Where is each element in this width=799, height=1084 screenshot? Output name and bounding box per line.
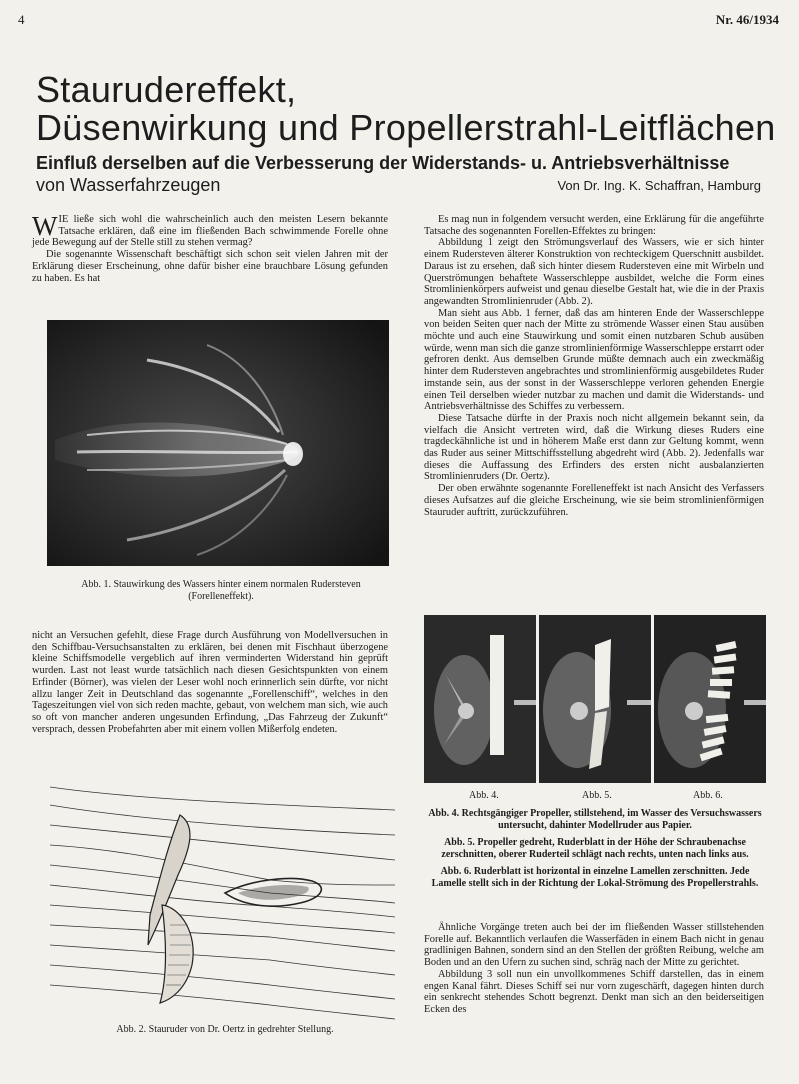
intro-paragraph-1: IE ließe sich wohl die wahrscheinlich auch den meisten Lesern bekannte Tatsache erklären, daß eine im fließenden Bach schwimmende Forelle ohne jede Bewegung auf der Stelle still zu stehen vermag?: [32, 214, 388, 249]
right-paragraph-3: Man sieht aus Abb. 1 ferner, daß das am hinteren Ende der Wasserschleppe von beiden Seiten quer nach der Mitte zu strömende Wasser einen Stau ausüben möchte und auch eine Stauwirkung und somit einen nutzbaren Schub ausüben würde, wenn man sich die ganze stromlinienförmige Wasserschleppe erstarrt oder gefroren denkt. Aus demselben Grunde müßte demnach auch ein zweckmäßig hinter dem Rudersteven angebrachtes und stromlinienförmig ausgebildetes Ruder imstande sein, aus der sonst in der Wasserschleppe verloren gehenden Energie einen Teil derselben wieder nutzbar zu machen und damit die Widerstands- und Antriebsverhältnisse des Schiffes zu verbessern.: [424, 307, 765, 413]
figure-4-photo: [424, 615, 536, 783]
article-title-line-2: Düsenwirkung und Propellerstrahl-Leitflächen: [36, 107, 776, 148]
drop-cap: W: [32, 211, 58, 241]
figure-captions-4-6: [424, 808, 766, 895]
intro-text: [32, 211, 388, 284]
propeller-rotating-image: [539, 615, 651, 783]
right-paragraph-5: Der oben erwähnte sogenannte Forelleneffekt ist nach Ansicht des Verfassers dieses Aufsatzes auf die gleiche Erscheinung, wie sie beim stromlinienförmigen Stauruder auftritt, zurückzuführen.: [424, 483, 764, 518]
right-paragraph-7: Abbildung 3 soll nun ein unvollkommenes Schiff darstellen, das in einem engen Kanal fährt. Dieses Schiff sei nur vorn zugeschärft, dagegen hinten durch ein senkrecht stehendes Schott begrenzt. Denkt man sich an den beiderseitigen Ecken des: [424, 968, 764, 1015]
article-title-line-1: Staurudereffekt,: [36, 69, 297, 110]
figure-5-caption: Abb. 5. Propeller gedreht, Ruderblatt in der Höhe der Schraubenachse zerschnitten, oberer Ruderteil schlägt nach rechts, unten nach links aus.: [441, 837, 749, 860]
author-byline: Von Dr. Ing. K. Schaffran, Hamburg: [557, 178, 761, 193]
intro-paragraph-2: Die sogenannte Wissenschaft beschäftigt sich schon seit vielen Jahren mit der Erklärung dieser Erscheinung, ohne dafür bisher eine brauchbare Lösung gefunden zu haben. Es hat: [32, 249, 388, 284]
page-number: 4: [18, 12, 25, 27]
issue-number: Nr. 46/1934: [715, 12, 779, 27]
body-text-right-bottom: [424, 922, 764, 1016]
body-paragraph-left: nicht an Versuchen gefehlt, diese Frage durch Ausführung von Modellversuchen in den Schiffbau-Versuchsanstalten zu erklären, bei denen mit Fischhaut überzogene kleine Schiffsmodelle vergeblich auf ihren verminderten Widerstand hin geprüft wurden. Last not least wurde tatsächlich nach diesen Gesichtspunkten von einem Erfinder (Börner), was vielen der Leser wohl noch erinnerlich sein dürfte, vor nicht allzu langer Zeit in Deutschland das sogenannte „Forellenschiff“, welches in den Tageszeitungen viel von sich reden machte, gebaut, von welchem man sich, wie auch so oft von mancher anderen ungesunden Erfindung, „Das Fahrzeug der Zukunft“ versprach, dessen Probefahrten aber mit einem vollen Mißerfolg endeten.: [32, 630, 388, 735]
figure-1-caption: Abb. 1. Stauwirkung des Wassers hinter einem normalen Rudersteven (Forelleneffekt).: [81, 579, 361, 602]
figure-2-caption: Abb. 2. Stauruder von Dr. Oertz in gedrehter Stellung.: [116, 1024, 334, 1035]
right-paragraph-4: Diese Tatsache dürfte in der Praxis noch nicht allgemein bekannt sein, da vielfach die Ansicht vertreten wird, daß die Wirkung dieses Ruders eine tragdeckähnliche ist und in höherem Maße erst dann zur Geltung kommt, wenn das Ruder aus seiner Mittschiffsstellung abgedreht wird (Abb. 2). Jedenfalls war dieses die Auffassung des Erfinders des ersten nicht ausbalanzierten Stromlinienruders (Dr. Oertz).: [424, 412, 764, 483]
body-text-right-top: [424, 214, 764, 518]
figure-6-caption: Abb. 6. Ruderblatt ist horizontal in einzelne Lamellen zerschnitten. Jede Lamelle stellt sich in der Richtung der Lokal-Strömung des Propellerstrahls.: [431, 866, 759, 889]
figure-5-label: Abb. 5.: [582, 790, 612, 801]
right-paragraph-1: Es mag nun in folgendem versucht werden, eine Erklärung für die angeführte Tatsache des sogenannten Forellen-Effektes zu bringen:: [424, 214, 764, 237]
figure-4-caption: Abb. 4. Rechtsgängiger Propeller, stillstehend, im Wasser des Versuchswassers untersucht, dahinter Modellruder aus Papier.: [428, 808, 762, 831]
body-text-left: [32, 630, 388, 735]
figure-2-diagram: [50, 775, 395, 1020]
figure-4-label: Abb. 4.: [469, 790, 499, 801]
propeller-lamellae-image: [654, 615, 766, 783]
propeller-stationary-image: [424, 615, 536, 783]
water-wake-image: [47, 320, 389, 566]
figure-6-label: Abb. 6.: [693, 790, 723, 801]
figure-1-photo: [47, 320, 389, 566]
right-paragraph-6: Ähnliche Vorgänge treten auch bei der im fließenden Wasser stillstehenden Forelle auf. Bekanntlich verlaufen die Wasserfäden in einem Bach nicht in genau gradlinigen Bahnen, sondern sind an den Stellen der größten Reibung, welche am Boden und an den Ufern zu suchen sind, schräg nach der Mitte zu gerichtet.: [424, 922, 764, 969]
figure-6-photo: [654, 615, 766, 783]
article-subtitle: Einfluß derselben auf die Verbesserung der Widerstands- u. Antriebsverhältnisse: [36, 153, 730, 173]
article-subtitle-line-2: von Wasserfahrzeugen: [36, 175, 221, 195]
stauruder-diagram: [50, 775, 395, 1020]
right-paragraph-2: Abbildung 1 zeigt den Strömungsverlauf des Wassers, wie er sich hinter einem Rudersteven älterer Konstruktion von rechteckigem Querschnitt ausbildet. Daraus ist zu ersehen, daß sich hinter diesem Rudersteven eine mit Wirbeln und Querströmungen behaftete Wasserschleppe ausbildet, welche die Form eines Stromlinienkörpers aufweist und genau dieselbe Gestalt hat, wie die in der Praxis angewandten Stromlinienruder (Abb. 2).: [424, 237, 764, 307]
figure-5-photo: [539, 615, 651, 783]
